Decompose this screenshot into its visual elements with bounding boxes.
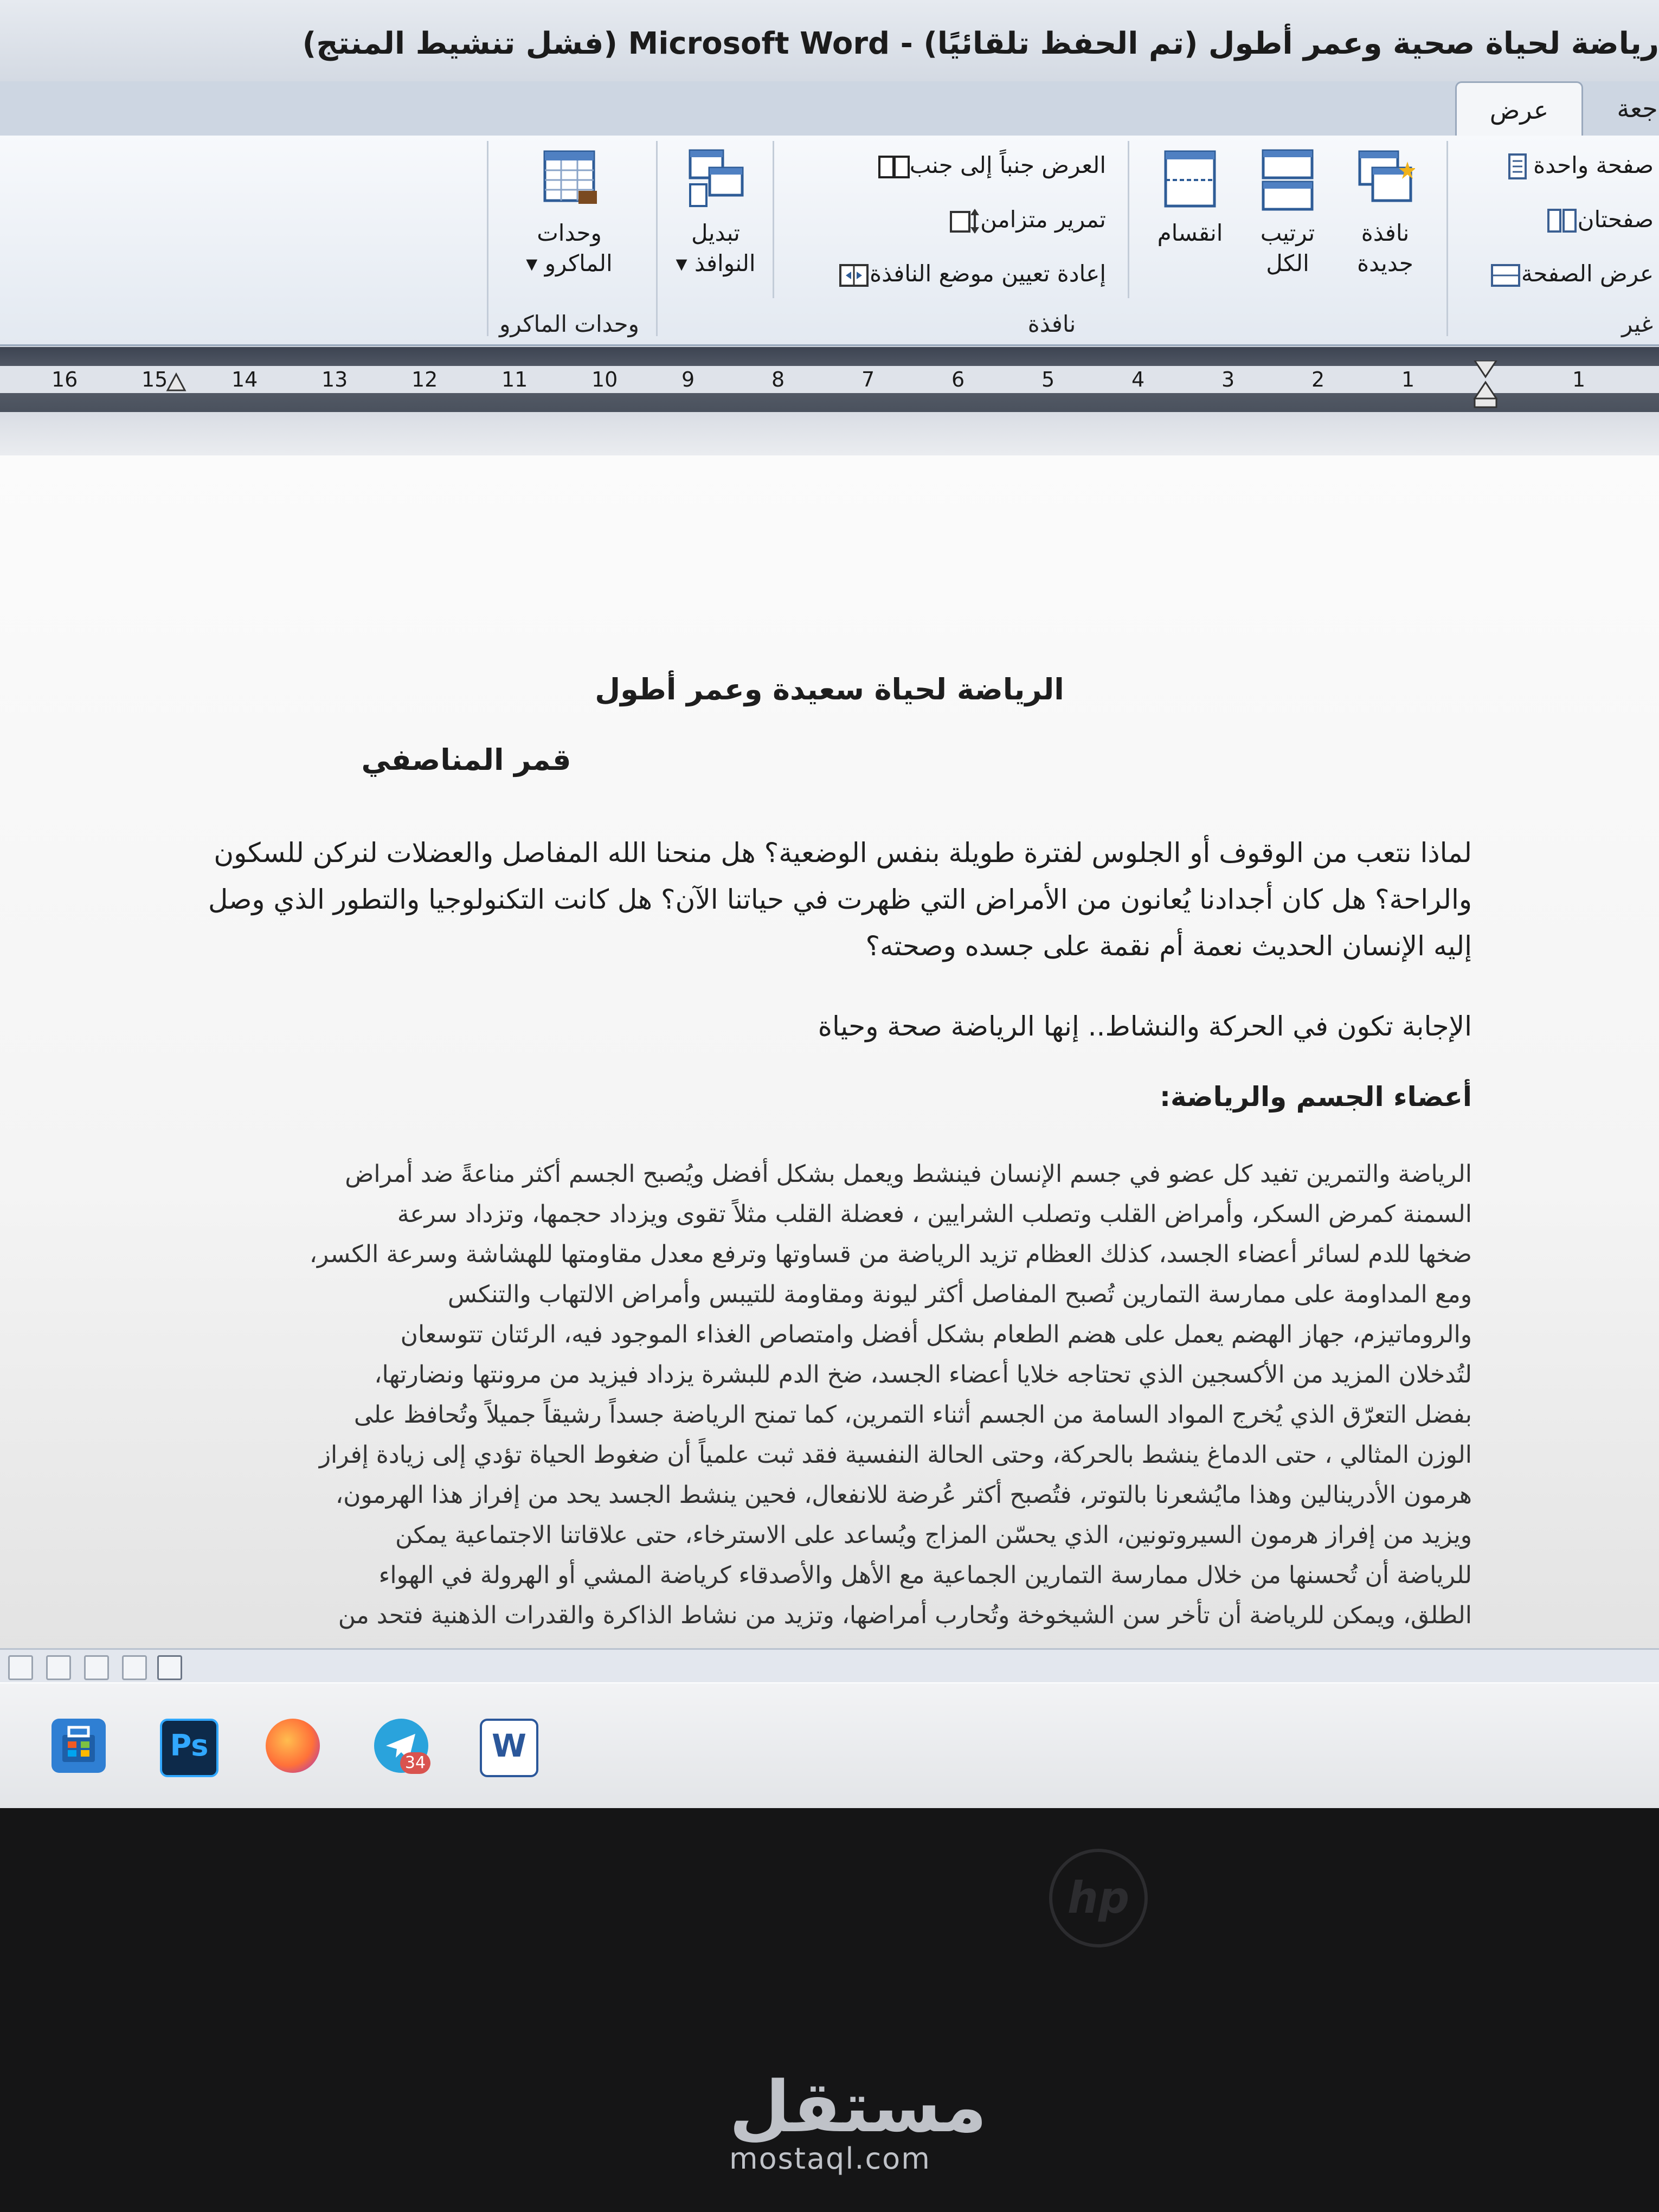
group-divider xyxy=(1446,141,1448,336)
text-line: الطلق، ويمكن للرياضة أن تأخر سن الشيخوخة وتُحارب أمراضها، وتزيد من نشاط الذاكرة والقدرات الذهنية فتحد من xyxy=(338,1602,1472,1629)
text-line: ضخها للدم لسائر أعضاء الجسد، كذلك العظام تزيد الرياضة من قساوتها وترفع معدل مقاومتها للهشاشة وسرعة الكسر، xyxy=(309,1240,1472,1268)
ruler-tick-label: 2 xyxy=(1311,368,1325,391)
window-group-label: نافذة xyxy=(1027,311,1076,337)
text-line: والراحة؟ هل كان أجدادنا يُعانون من الأمراض التي ظهرت في حياتنا الآن؟ هل كانت التكنولوجيا والتطور الذي وصل xyxy=(208,884,1472,915)
text-line: للرياضة أن تُحسنها من خلال ممارسة التمارين الجماعية مع الأهل والأصدقاء كرياضة المشي أو الهرولة في الهواء xyxy=(378,1561,1472,1589)
one-page-label: صفحة واحدة xyxy=(1533,152,1654,178)
document-page[interactable] xyxy=(0,455,1659,1675)
status-bar xyxy=(0,1648,1659,1682)
full-screen-view-icon[interactable] xyxy=(122,1655,147,1680)
draft-view-icon[interactable] xyxy=(8,1655,33,1680)
ruler-tick-label: 4 xyxy=(1131,368,1145,391)
text-line: ومع المداومة على ممارسة التمارين تُصبح المفاصل أكثر ليونة ومقاومة للتيبس وأمراض الالتهاب والتنكس xyxy=(447,1281,1472,1308)
reset-window-position-button[interactable] xyxy=(832,255,1106,293)
group-divider-3 xyxy=(487,141,488,336)
tab-review[interactable]: جعة xyxy=(1617,94,1658,123)
telegram-icon[interactable] xyxy=(374,1719,428,1773)
ruler-tick-label: 14 xyxy=(232,368,258,391)
switch-windows-button[interactable] xyxy=(667,146,764,279)
side-by-side-button[interactable] xyxy=(872,146,1106,184)
ruler-tick-label: 16 xyxy=(52,368,78,391)
word-icon[interactable]: W xyxy=(480,1719,538,1777)
telegram-unread-badge: 34 xyxy=(400,1752,430,1774)
two-pages-label: صفحتان xyxy=(1577,206,1654,233)
store-icon[interactable] xyxy=(52,1719,106,1773)
text-line: السمنة كمرض السكر، وأمراض القلب وتصلب الشرايين ، فعضلة القلب مثلاً تقوى ويزداد حجمها، وتزداد سرعة xyxy=(397,1200,1472,1228)
ruler-tick-label: 1 xyxy=(1572,368,1586,391)
arrange-all-icon xyxy=(1258,146,1317,211)
indent-marker-icon[interactable] xyxy=(1472,361,1499,409)
taskbar xyxy=(0,1683,1659,1808)
side-by-side-icon xyxy=(878,153,910,181)
ruler-tick-label: 1 xyxy=(1401,368,1415,391)
page-width-button[interactable] xyxy=(1483,255,1654,293)
ruler-tick-label: 6 xyxy=(951,368,965,391)
ruler-tick-label: 8 xyxy=(771,368,785,391)
ribbon-tabs xyxy=(0,81,1659,136)
print-layout-view-icon[interactable] xyxy=(157,1655,182,1680)
ruler-tick-label: 12 xyxy=(411,368,438,391)
firefox-icon[interactable] xyxy=(266,1719,320,1773)
arrange-all-button[interactable] xyxy=(1239,146,1336,279)
ruler-tick-label: 13 xyxy=(321,368,348,391)
page-width-label: عرض الصفحة xyxy=(1521,260,1654,287)
web-layout-view-icon[interactable] xyxy=(84,1655,109,1680)
sync-scroll-icon xyxy=(949,208,980,235)
new-window-button[interactable] xyxy=(1336,146,1434,279)
text-line: لتُدخلان المزيد من الأكسجين الذي تحتاجه خلايا أعضاء الجسد، ضخ الدم للبشرة يزداد فيزيد من مرونتها ونضارتها، xyxy=(374,1361,1472,1388)
two-pages-button[interactable] xyxy=(1540,201,1654,239)
ruler-tick-label: 15 xyxy=(142,368,168,391)
reset-position-icon xyxy=(838,262,870,289)
macros-button[interactable] xyxy=(510,146,629,279)
arrange-all-label: ترتيب الكل xyxy=(1260,220,1315,276)
watermark-latin: mostaql.com xyxy=(729,2142,931,2176)
side-by-side-label: العرض جنباً إلى جنب xyxy=(909,152,1106,178)
page-width-icon xyxy=(1490,262,1521,289)
macros-group-label: وحدات الماكرو xyxy=(499,311,639,337)
outline-view-icon[interactable] xyxy=(46,1655,71,1680)
ruler-tick-label: 3 xyxy=(1221,368,1235,391)
left-indent-marker-icon[interactable] xyxy=(165,369,187,396)
hp-logo: hp xyxy=(1049,1849,1148,1947)
watermark-arabic: مستقل xyxy=(729,2066,987,2148)
new-window-icon xyxy=(1355,146,1415,211)
text-line: لماذا نتعب من الوقوف أو الجلوس لفترة طويلة بنفس الوضعية؟ هل منحنا الله المفاصل والعضلات لنركن للسكون xyxy=(214,837,1472,869)
text-line: الرياضة والتمرين تفيد كل عضو في جسم الإنسان فينشط ويعمل بشكل أفضل ويُصبح الجسم أكثر مناعةً ضد أمراض xyxy=(345,1160,1472,1188)
two-pages-icon xyxy=(1546,208,1578,235)
ruler-tick-label: 10 xyxy=(591,368,618,391)
split-label: انقسام xyxy=(1157,220,1223,246)
document-author: قمر المناصفي xyxy=(361,743,571,777)
text-line: ويزيد من إفراز هرمون السيروتونين، الذي يحسّن المزاج ويُساعد على الاسترخاء، حتى علاقاتنا الاجتماعية يمكن xyxy=(395,1521,1472,1549)
text-line: إليه الإنسان الحديث نعمة أم نقمة على جسده وصحته؟ xyxy=(865,930,1472,962)
ribbon xyxy=(0,136,1659,346)
text-line: هرمون الأدرينالين وهذا مايُشعرنا بالتوتر، فتُصبح أكثر عُرضة للانفعال، فحين ينشط الجسد يحد من إفراز هذا الهرمون، xyxy=(335,1481,1472,1509)
photoshop-icon[interactable]: Ps xyxy=(160,1719,218,1777)
ruler-tick-label: 7 xyxy=(861,368,875,391)
reset-position-label: إعادة تعيين موضع النافذة xyxy=(870,260,1106,287)
paragraph-answer: الإجابة تكون في الحركة والنشاط.. إنها الرياضة صحة وحياة xyxy=(818,1011,1472,1042)
section-heading: أعضاء الجسم والرياضة: xyxy=(1159,1081,1472,1113)
text-line: والروماتيزم، جهاز الهضم يعمل على هضم الطعام بشكل أفضل وامتصاص الغذاء الموجود فيه، الرئتان تتوسعان xyxy=(400,1321,1472,1348)
window-title: رياضة لحياة صحية وعمر أطول (تم الحفظ تلقائيًا) - Microsoft Word (فشل تنشيط المنتج) xyxy=(302,26,1659,61)
text-line: الوزن المثالي ، حتى الدماغ ينشط بالحركة، وحتى الحالة النفسية فقد ثبت علمياً أن ضغوط الحياة تؤدي إلى زيادة إفراز xyxy=(319,1441,1472,1469)
text-line: بفضل التعرّق الذي يُخرج المواد السامة من الجسم أثناء التمرين، كما تمنح الرياضة جسداً رشيقاً جميلاً وتُحافظ على xyxy=(353,1401,1472,1429)
ruler-tick-label: 11 xyxy=(501,368,528,391)
sync-scroll-button[interactable] xyxy=(942,201,1106,239)
split-button[interactable] xyxy=(1141,146,1239,248)
split-icon xyxy=(1160,146,1220,211)
inner-divider-2 xyxy=(773,141,774,298)
title-bar xyxy=(0,0,1659,81)
macros-label: وحدات الماكرو ▾ xyxy=(526,220,613,276)
ruler-tick-label: 9 xyxy=(681,368,695,391)
document-title: الرياضة لحياة سعيدة وعمر أطول xyxy=(595,672,1064,706)
group-divider-2 xyxy=(656,141,658,336)
ruler-tick-label: 5 xyxy=(1041,368,1055,391)
inner-divider xyxy=(1128,141,1129,298)
one-page-icon xyxy=(1502,153,1533,181)
switch-windows-icon xyxy=(686,146,745,211)
sync-scroll-label: تمرير متزامن xyxy=(980,206,1106,233)
macros-icon xyxy=(539,146,599,211)
zoom-group-label: غير xyxy=(1622,311,1653,337)
new-window-label: نافذة جديدة xyxy=(1357,220,1413,276)
switch-windows-label: تبديل النوافذ ▾ xyxy=(676,220,756,276)
one-page-button[interactable] xyxy=(1495,146,1654,184)
horizontal-ruler[interactable] xyxy=(0,347,1659,412)
tab-view[interactable]: عرض xyxy=(1455,81,1583,137)
